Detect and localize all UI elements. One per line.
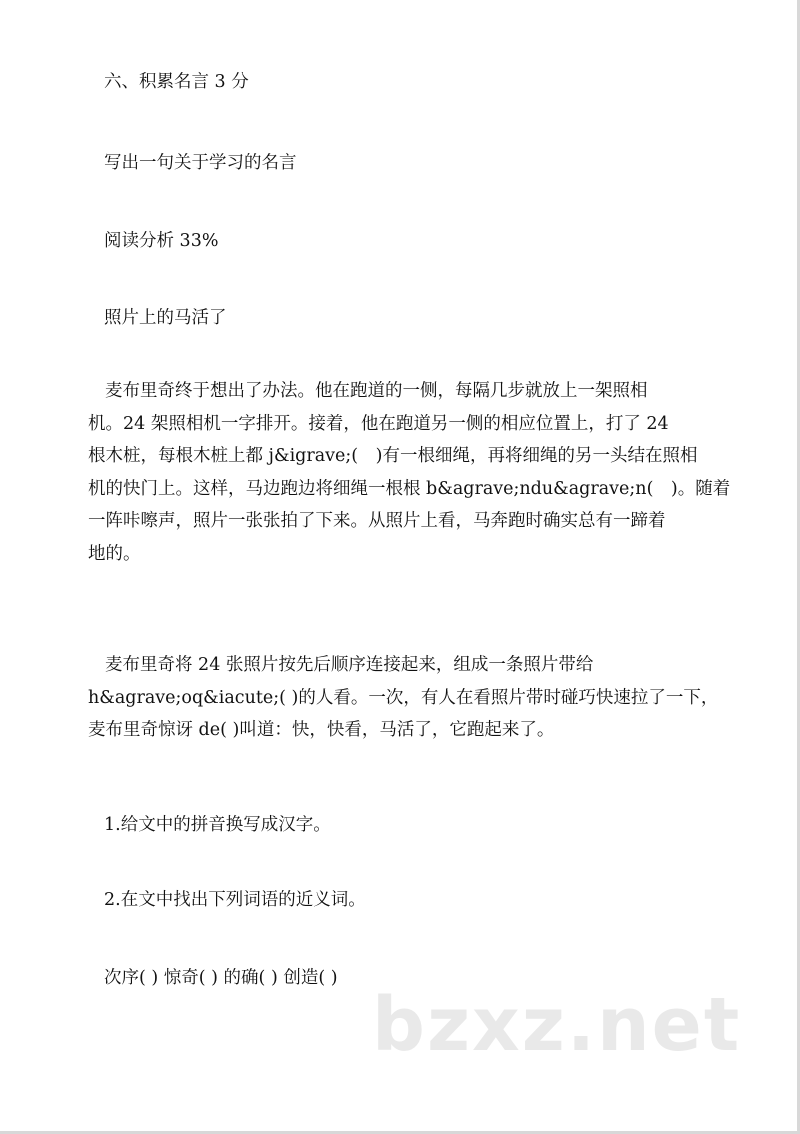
paragraph-line: 麦布里奇将 24 张照片按先后顺序连接起来，组成一条照片带给 — [105, 655, 594, 675]
paragraph-line: 机的快门上。这样，马边跑边将细绳一根根 b&agrave;ndu&agrave;n( )。随着 — [88, 478, 731, 499]
question-2: 2.在文中找出下列词语的近义词。 — [104, 890, 366, 910]
paragraph-line: 麦布里奇惊讶 de( )叫道：快，快看，马活了，它跑起来了。 — [88, 720, 555, 740]
question-1: 1.给文中的拼音换写成汉字。 — [104, 815, 331, 835]
paragraph-line: h&agrave;oq&iacute;( )的人看。一次，有人在看照片带时碰巧快速拉了一下， — [88, 687, 719, 708]
watermark-logo: bzxz.net — [372, 982, 742, 1068]
paragraph-line: 一阵咔嚓声，照片一张张拍了下来。从照片上看，马奔跑时确实总有一蹄着 — [88, 511, 666, 531]
passage-title: 照片上的马活了 — [104, 308, 227, 328]
passage-paragraph-1 — [88, 375, 731, 570]
section-heading-quotes: 六、积累名言 3 分 — [104, 72, 249, 92]
section-heading-reading: 阅读分析 33% — [104, 231, 219, 251]
paragraph-line: 根木桩，每根木桩上都 j&igrave;( )有一根细绳，再将细绳的另一头结在照相 — [88, 446, 698, 466]
paragraph-line: 地的。 — [88, 543, 141, 564]
paragraph-line: 麦布里奇终于想出了办法。他在跑道的一侧，每隔几步就放上一架照相 — [105, 381, 648, 401]
task-write-quote: 写出一句关于学习的名言 — [104, 153, 297, 173]
paragraph-line: 机。24 架照相机一字排开。接着，他在跑道另一侧的相应位置上，打了 24 — [88, 413, 669, 434]
passage-paragraph-2 — [88, 649, 719, 747]
synonym-word-list: 次序( ) 惊奇( ) 的确( ) 创造( ) — [104, 968, 338, 988]
